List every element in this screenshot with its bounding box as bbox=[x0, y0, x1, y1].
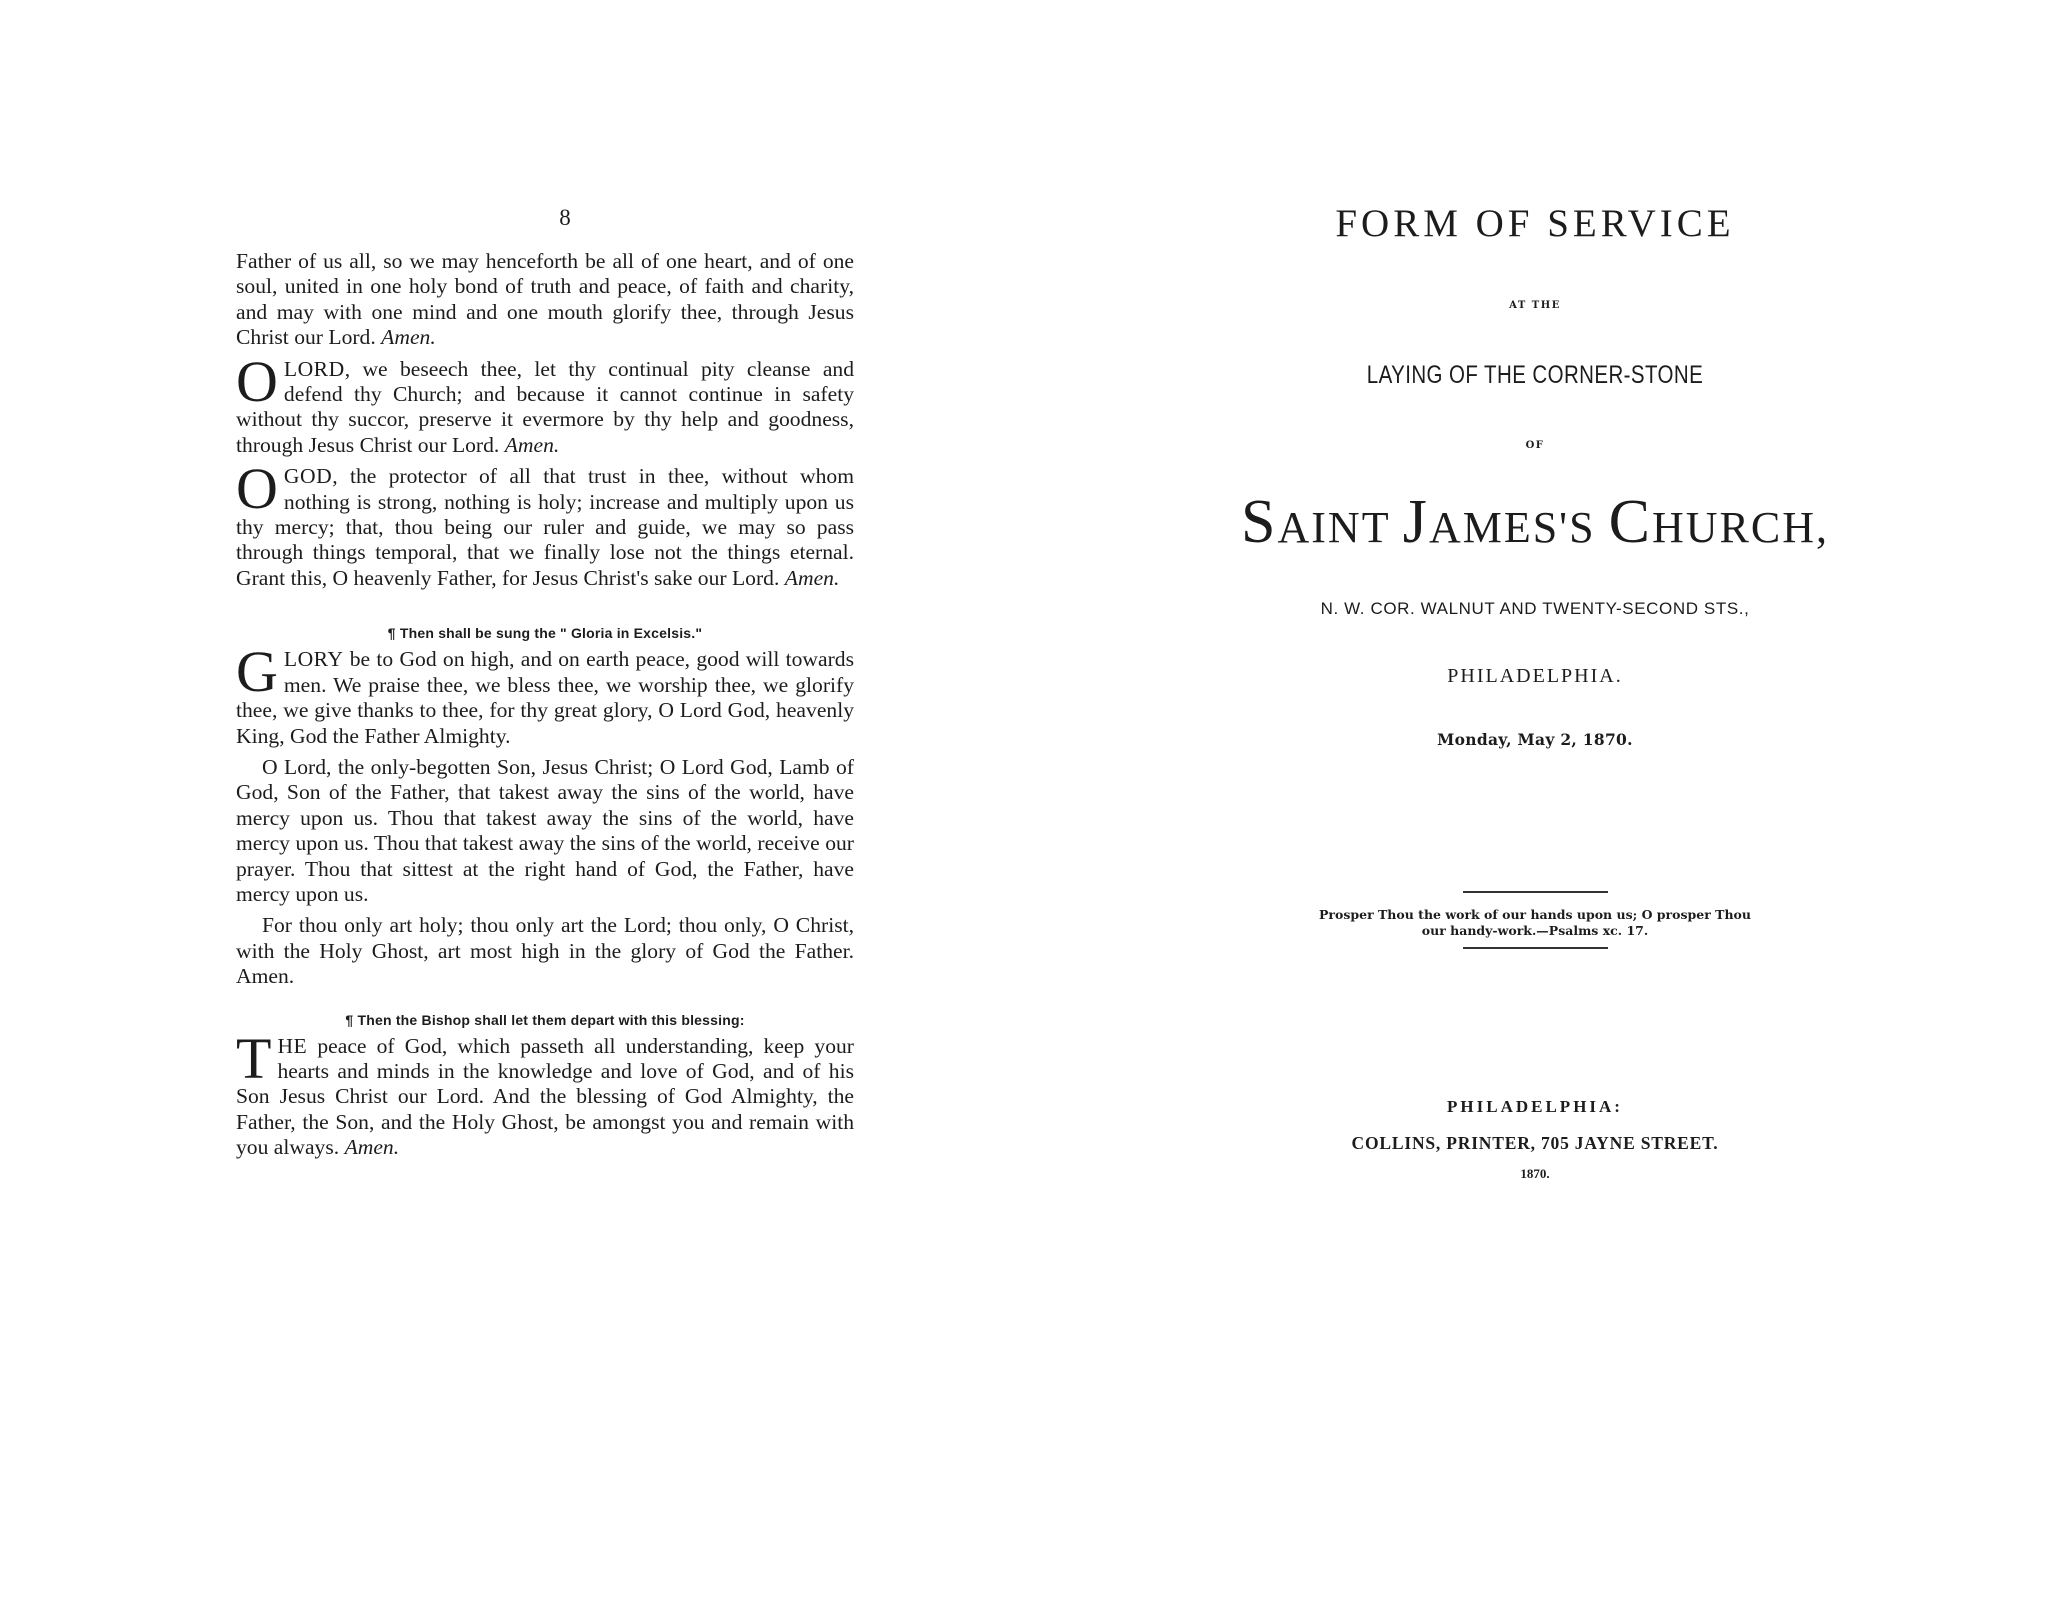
prayer-2-text: , we beseech thee, let thy continual pity cleanse and defend thy Church; and because it cannot continue in safety without thy succor, preserve it evermore by thy help and goodness, through Jesus Christ our Lord. bbox=[236, 356, 854, 457]
prayer-2-lead: LORD bbox=[283, 356, 345, 381]
amen-2: Amen. bbox=[504, 432, 560, 457]
gloria-1-text: be to God on high, and on earth peace, good will towards men. We praise thee, we bless thee, we worship thee, we glorify thee, we give thanks to thee, for thy great glory, O Lord God, heavenly King, God the Father Almighty. bbox=[236, 647, 854, 748]
gloria-lead: LORY bbox=[283, 647, 344, 672]
rubric-blessing: ¶ Then the Bishop shall let them depart with this blessing: bbox=[345, 1011, 745, 1028]
church-initial-j: J bbox=[1402, 488, 1429, 556]
gloria-paragraph-1 bbox=[236, 639, 854, 749]
church-word-3: HURCH, bbox=[1651, 503, 1829, 552]
scripture-motto bbox=[1285, 907, 1785, 939]
city-name: PHILADELPHIA. bbox=[1447, 665, 1623, 687]
blessing-text: peace of God, which passeth all understanding, keep your hearts and minds in the knowledge and love of God, and of his Son Jesus Christ our Lord. And the blessing of God Almighty, the Father, the Son, and the Holy Ghost, be amongst you and remain with you always. bbox=[236, 1033, 854, 1160]
church-address: N. W. COR. WALNUT AND TWENTY-SECOND STS., bbox=[1320, 599, 1750, 618]
amen-3: Amen. bbox=[784, 565, 840, 590]
drop-cap-g: G bbox=[236, 639, 278, 705]
divider-top bbox=[1463, 891, 1608, 893]
prayer-paragraph-1 bbox=[236, 249, 854, 351]
left-page bbox=[236, 205, 854, 1167]
prayer-3-lead: GOD bbox=[283, 464, 333, 489]
church-name bbox=[1205, 488, 1865, 559]
motto-line-2: our handy-work.—Psalms xc. 17. bbox=[1421, 923, 1649, 938]
prayer-3-text: , the protector of all that trust in thee, without whom nothing is strong, nothing is holy; increase and multiply upon us thy mercy; that, thou being our ruler and guide, we may so pass through things temporal, that we finally lose not the things eternal. Grant this, O heavenly Father, for Jesus Christ's sake our Lord. bbox=[236, 464, 854, 590]
prayer-paragraph-3 bbox=[236, 456, 854, 591]
rubric-gloria: ¶ Then shall be sung the " Gloria in Excelsis." bbox=[387, 625, 703, 642]
drop-cap-o: O bbox=[236, 456, 278, 522]
gloria-paragraph-3: For thou only art holy; thou only art the Lord; thou only, O Christ, with the Holy Ghost, art most high in the glory of God the Father. Amen. bbox=[236, 913, 854, 989]
blessing-paragraph bbox=[236, 1025, 854, 1161]
main-title: FORM OF SERVICE bbox=[1335, 202, 1735, 245]
church-initial-c: C bbox=[1608, 488, 1652, 556]
title-page bbox=[1205, 200, 1865, 1182]
drop-cap-o: O bbox=[236, 348, 278, 414]
page-number: 8 bbox=[559, 205, 571, 230]
gloria-paragraph-2: O Lord, the only-begotten Son, Jesus Christ; O Lord God, Lamb of God, Son of the Father, that takest away the sins of the world, have mercy upon us. Thou that takest away the sins of the world, have mercy upon us. Thou that takest away the sins of the world, receive our prayer. Thou that sittest at the right hand of God, the Father, have mercy upon us. bbox=[236, 754, 854, 906]
prayer-paragraph-2 bbox=[236, 348, 854, 459]
service-date: Monday, May 2, 1870. bbox=[1437, 730, 1633, 749]
publisher-city: PHILADELPHIA: bbox=[1447, 1097, 1623, 1116]
amen-blessing: Amen. bbox=[344, 1135, 400, 1160]
amen-1: Amen. bbox=[381, 325, 436, 350]
blessing-lead: HE bbox=[277, 1033, 308, 1058]
drop-cap-t: T bbox=[236, 1025, 272, 1091]
motto-line-1: Prosper Thou the work of our hands upon us; O prosper Thou bbox=[1319, 907, 1751, 922]
prayer-1-text: Father of us all, so we may henceforth be all of one heart, and of one soul, united in one holy bond of truth and peace, of faith and charity, and may with one mind and one mouth glorify thee, through Jesus Christ our Lord. bbox=[236, 249, 854, 350]
publication-year: 1870. bbox=[1520, 1166, 1550, 1181]
of-label: OF bbox=[1525, 440, 1545, 451]
laying-heading: LAYING OF THE CORNER-STONE bbox=[1366, 361, 1704, 389]
church-word-1: AINT bbox=[1277, 503, 1403, 552]
church-initial-s: S bbox=[1241, 488, 1278, 556]
divider-bottom bbox=[1463, 947, 1608, 949]
printer-line: COLLINS, PRINTER, 705 JAYNE STREET. bbox=[1351, 1133, 1719, 1153]
church-word-2: AMES'S bbox=[1428, 503, 1609, 552]
at-the-label: AT THE bbox=[1509, 300, 1561, 311]
